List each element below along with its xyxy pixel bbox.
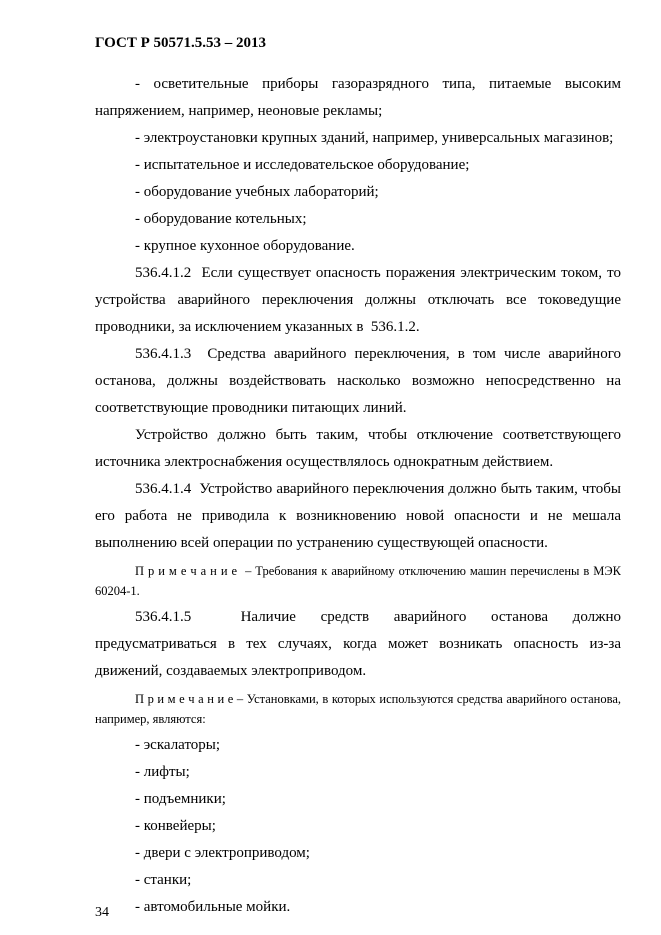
equipment-list-item: - оборудование котельных; <box>135 211 307 227</box>
document-body <box>95 30 621 921</box>
equipment-list-item: - электроустановки крупных зданий, например, универсальных магазинов; <box>135 130 614 146</box>
examples-list-item: - лифты; <box>135 764 190 780</box>
examples-list-item: - двери с электроприводом; <box>135 845 310 861</box>
equipment-list-item: - испытательное и исследовательское оборудование; <box>135 157 470 173</box>
page-number: 34 <box>95 905 109 920</box>
equipment-list-item: - осветительные приборы газоразрядного типа, питаемые высоким напряжением, например, неоновые рекламы; <box>95 76 621 119</box>
equipment-list-item: - крупное кухонное оборудование. <box>135 238 355 254</box>
examples-list-item: - конвейеры; <box>135 818 216 834</box>
examples-list-item: - станки; <box>135 872 192 888</box>
equipment-list-item: - оборудование учебных лабораторий; <box>135 184 379 200</box>
note-2: П р и м е ч а н и е – Установками, в которых используются средства аварийного останова, например, являются: <box>95 692 621 726</box>
examples-list-item: - подъемники; <box>135 791 226 807</box>
clause-536-4-1-2-paragraph: 536.4.1.2 Если существует опасность поражения электрическим током, то устройства аварийного переключения должны отключать все токоведущие проводники, за исключением указанных в 536.1.2. <box>95 265 621 335</box>
clause-536-4-1-3-continuation: Устройство должно быть таким, чтобы отключение соответствующего источника электроснабжения осуществлялось однократным действием. <box>95 427 621 470</box>
clause-536-4-1-5-paragraph: 536.4.1.5 Наличие средств аварийного останова должно предусматриваться в тех случаях, когда может возникать опасность из-за движений, создаваемых электроприводом. <box>95 609 621 679</box>
document-title: ГОСТ Р 50571.5.53 – 2013 <box>95 35 267 51</box>
clause-536-4-1-3-paragraph: 536.4.1.3 Средства аварийного переключения, в том числе аварийного останова, должны воздействовать насколько возможно непосредственно на соответствующие проводники питающих линий. <box>95 346 621 416</box>
note-1: П р и м е ч а н и е – Требования к аварийному отключению машин перечислены в МЭК 60204-1. <box>95 564 621 598</box>
examples-list-item: - эскалаторы; <box>135 737 221 753</box>
examples-list-item: - автомобильные мойки. <box>135 899 291 915</box>
clause-536-4-1-4-paragraph: 536.4.1.4 Устройство аварийного переключения должно быть таким, чтобы его работа не приводила к возникновению новой опасности и не мешала выполнению всей операции по устранению существующей опасности. <box>95 481 621 551</box>
